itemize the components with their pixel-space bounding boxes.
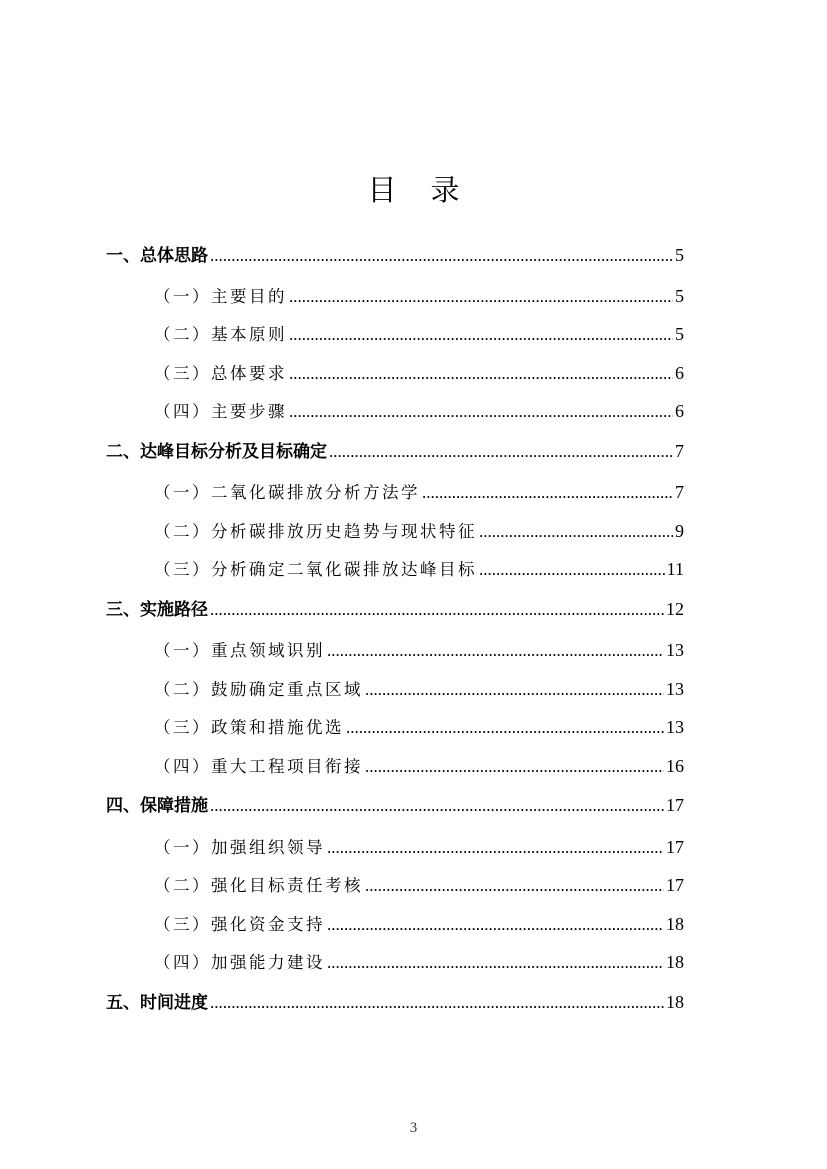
toc-row — [0, 676, 827, 702]
dot-leader — [210, 246, 673, 266]
dot-leader — [289, 287, 673, 307]
title-char: 目 — [367, 173, 397, 207]
toc-entry-label: （四）主要步骤 — [154, 402, 287, 421]
toc-section-entry[interactable] — [154, 911, 684, 937]
toc-page-number: 16 — [666, 756, 684, 776]
toc-page-number: 9 — [675, 521, 684, 541]
dot-leader — [329, 442, 673, 462]
toc-chapter-entry[interactable] — [106, 595, 684, 621]
toc-page-number: 13 — [666, 717, 684, 737]
toc-chapter-entry[interactable] — [106, 988, 684, 1014]
toc-section-entry[interactable] — [154, 753, 684, 779]
toc-entry-label: 四、保障措施 — [106, 796, 208, 816]
dot-leader — [327, 953, 664, 973]
toc-row — [0, 872, 827, 898]
toc-chapter-entry[interactable] — [106, 437, 684, 463]
toc-row — [0, 791, 827, 817]
dot-leader — [327, 838, 664, 858]
toc-page-number: 6 — [675, 363, 684, 383]
toc-page-number: 13 — [666, 679, 684, 699]
toc-section-entry[interactable] — [154, 556, 684, 582]
toc-page-number: 5 — [675, 286, 684, 306]
toc-page-number: 12 — [666, 599, 684, 619]
title-char: 录 — [430, 173, 460, 207]
page-number: 3 — [409, 1120, 418, 1136]
dot-leader — [289, 402, 673, 422]
toc-row — [0, 321, 827, 347]
dot-leader — [479, 560, 665, 580]
toc-entry-label: 五、时间进度 — [106, 993, 208, 1013]
toc-section-entry[interactable] — [154, 360, 684, 386]
toc-section-entry[interactable] — [154, 949, 684, 975]
toc-page-number: 18 — [666, 914, 684, 934]
toc-entry-label: （三）强化资金支持 — [154, 915, 325, 934]
dot-leader — [289, 325, 673, 345]
toc-entry-label: 二、达峰目标分析及目标确定 — [106, 442, 327, 462]
dot-leader — [210, 796, 664, 816]
dot-leader — [210, 600, 664, 620]
dot-leader — [365, 757, 664, 777]
toc-row — [0, 714, 827, 740]
toc-page-number: 11 — [666, 559, 684, 579]
toc-entry-label: （二）分析碳排放历史趋势与现状特征 — [154, 522, 477, 541]
toc-section-entry[interactable] — [154, 518, 684, 544]
toc-section-entry[interactable] — [154, 872, 684, 898]
toc-entry-label: （四）加强能力建设 — [154, 953, 325, 972]
dot-leader — [365, 876, 664, 896]
toc-entry-label: （一）二氧化碳排放分析方法学 — [154, 483, 420, 502]
toc-row — [0, 437, 827, 463]
toc-entry-label: 三、实施路径 — [106, 600, 208, 620]
toc-entry-label: （一）主要目的 — [154, 287, 287, 306]
toc-chapter-entry[interactable] — [106, 791, 684, 817]
toc-section-entry[interactable] — [154, 637, 684, 663]
toc-page-number: 7 — [675, 441, 684, 461]
toc-row — [0, 753, 827, 779]
toc-entry-label: （一）重点领域识别 — [154, 641, 325, 660]
toc-row — [0, 637, 827, 663]
toc-page-number: 7 — [675, 482, 684, 502]
toc-row — [0, 834, 827, 860]
toc-entry-label: （一）加强组织领导 — [154, 838, 325, 857]
toc-entry-label: （二）基本原则 — [154, 325, 287, 344]
toc-entry-label: （三）总体要求 — [154, 364, 287, 383]
dot-leader — [289, 364, 673, 384]
toc-row — [0, 911, 827, 937]
toc-page-number: 13 — [666, 640, 684, 660]
toc-row — [0, 398, 827, 424]
toc-page-number: 17 — [666, 795, 684, 815]
toc-section-entry[interactable] — [154, 714, 684, 740]
toc-page-number: 18 — [666, 952, 684, 972]
toc-section-entry[interactable] — [154, 676, 684, 702]
toc-page-number: 17 — [666, 875, 684, 895]
toc-row — [0, 949, 827, 975]
toc-chapter-entry[interactable] — [106, 241, 684, 267]
toc-entry-label: 一、总体思路 — [106, 246, 208, 266]
dot-leader — [327, 641, 664, 661]
dot-leader — [365, 680, 664, 700]
toc-row — [0, 479, 827, 505]
toc-section-entry[interactable] — [154, 321, 684, 347]
toc-page-number: 6 — [675, 401, 684, 421]
toc-row — [0, 241, 827, 267]
page-title — [0, 168, 827, 209]
toc-page-number: 5 — [675, 245, 684, 265]
toc-entry-label: （四）重大工程项目衔接 — [154, 757, 363, 776]
toc-section-entry[interactable] — [154, 479, 684, 505]
toc-row — [0, 518, 827, 544]
dot-leader — [346, 718, 664, 738]
toc-row — [0, 556, 827, 582]
dot-leader — [327, 915, 664, 935]
dot-leader — [210, 993, 664, 1013]
toc-row — [0, 360, 827, 386]
toc-section-entry[interactable] — [154, 283, 684, 309]
toc-page-number: 18 — [666, 992, 684, 1012]
toc-entry-label: （三）政策和措施优选 — [154, 718, 344, 737]
toc-row — [0, 595, 827, 621]
toc-entry-label: （三）分析确定二氧化碳排放达峰目标 — [154, 560, 477, 579]
toc-row — [0, 988, 827, 1014]
toc-page-number: 17 — [666, 837, 684, 857]
dot-leader — [422, 483, 673, 503]
toc-row — [0, 283, 827, 309]
toc-section-entry[interactable] — [154, 834, 684, 860]
toc-page-number: 5 — [675, 324, 684, 344]
dot-leader — [479, 522, 673, 542]
toc-entry-label: （二）强化目标责任考核 — [154, 876, 363, 895]
toc-entry-label: （二）鼓励确定重点区域 — [154, 680, 363, 699]
toc-section-entry[interactable] — [154, 398, 684, 424]
